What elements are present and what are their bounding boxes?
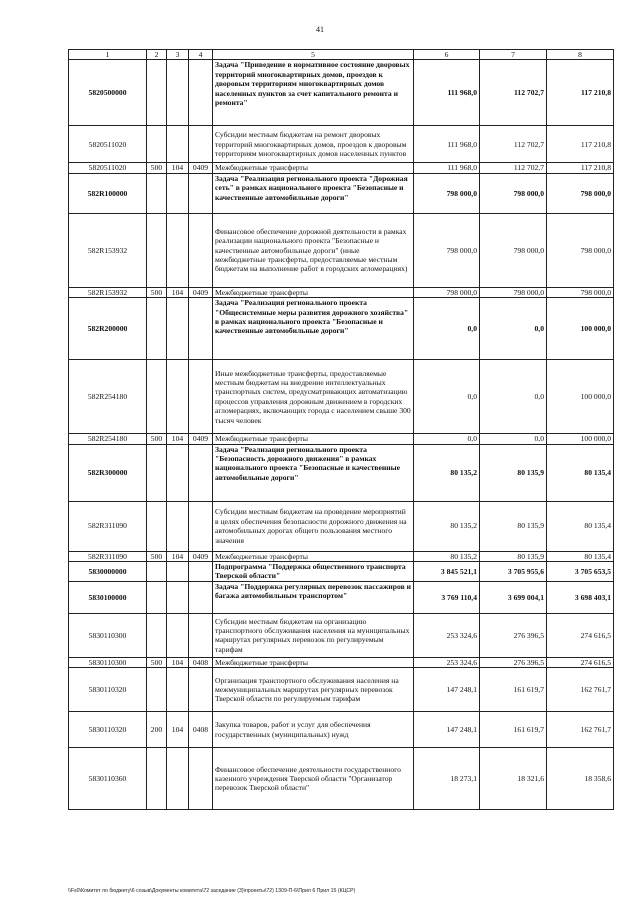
table-row xyxy=(69,163,614,173)
ministry-code xyxy=(167,501,189,551)
footer-file-path: \\Fs0\Комитет по бюджету\6 созыв\Документы комитета\72 заседание (3)\проекты\72) 1309-П-6\Прил 6 Прил 15 (КЦСР) xyxy=(68,888,356,894)
table-row xyxy=(69,657,614,667)
expense-type-code xyxy=(147,501,167,551)
amount-col-8: 274 616,5 xyxy=(547,657,614,667)
column-number: 2 xyxy=(147,50,167,60)
expense-type-code: 500 xyxy=(147,434,167,444)
ministry-code: 104 xyxy=(167,287,189,297)
amount-col-7: 798 000,0 xyxy=(480,213,547,287)
budget-code: 582R153932 xyxy=(69,213,147,287)
budget-code: 5830100000 xyxy=(69,581,147,613)
ministry-code xyxy=(167,213,189,287)
ministry-code: 104 xyxy=(167,712,189,748)
column-number: 8 xyxy=(547,50,614,60)
table-row xyxy=(69,444,614,501)
amount-col-6: 798 000,0 xyxy=(414,213,480,287)
amount-col-8: 117 210,8 xyxy=(547,126,614,163)
amount-col-6: 3 769 110,4 xyxy=(414,581,480,613)
amount-col-7: 798 000,0 xyxy=(480,173,547,213)
section-code: 0409 xyxy=(189,434,213,444)
amount-col-7: 112 702,7 xyxy=(480,126,547,163)
amount-col-8: 274 616,5 xyxy=(547,613,614,657)
section-code: 0408 xyxy=(189,657,213,667)
item-description: Задача "Приведение в нормативное состояние дворовых территорий многоквартирных домов, проездов к дворовым территориям многоквартирных домов населенных пунктов за счет капитального ремонта и ремонта" xyxy=(213,60,414,126)
ministry-code: 104 xyxy=(167,163,189,173)
section-code xyxy=(189,444,213,501)
amount-col-8: 80 135,4 xyxy=(547,501,614,551)
expense-type-code xyxy=(147,613,167,657)
column-number-row xyxy=(69,50,614,60)
ministry-code xyxy=(167,360,189,434)
item-description: Иные межбюджетные трансферты, предоставляемые местным бюджетам на внедрение интеллектуальных транспортных систем, предусматривающих автоматизацию процессов управления дорожным движением в городских агломерациях, включающих города с населением свыше 300 тысяч человек xyxy=(213,360,414,434)
section-code: 0409 xyxy=(189,163,213,173)
amount-col-8: 100 000,0 xyxy=(547,360,614,434)
amount-col-6: 111 968,0 xyxy=(414,60,480,126)
item-description: Финансовое обеспечение дорожной деятельности в рамках реализации национального проекта "Безопасные и качественные автомобильные дороги" (иные межбюджетные трансферты, предоставляемые местным бюджетам на выполнение работ в городских агломерациях) xyxy=(213,213,414,287)
expense-type-code xyxy=(147,213,167,287)
expense-type-code: 500 xyxy=(147,657,167,667)
column-number: 5 xyxy=(213,50,414,60)
section-code xyxy=(189,668,213,712)
amount-col-6: 111 968,0 xyxy=(414,163,480,173)
amount-col-8: 117 210,8 xyxy=(547,60,614,126)
ministry-code xyxy=(167,748,189,810)
ministry-code xyxy=(167,60,189,126)
table-row xyxy=(69,748,614,810)
amount-col-6: 253 324,6 xyxy=(414,613,480,657)
page-number: 41 xyxy=(316,25,324,34)
ministry-code xyxy=(167,298,189,360)
amount-col-8: 117 210,8 xyxy=(547,163,614,173)
amount-col-7: 161 619,7 xyxy=(480,668,547,712)
ministry-code xyxy=(167,613,189,657)
budget-code: 5830110300 xyxy=(69,613,147,657)
amount-col-7: 80 135,9 xyxy=(480,551,547,561)
amount-col-8: 798 000,0 xyxy=(547,213,614,287)
budget-code: 582R300000 xyxy=(69,444,147,501)
budget-code: 5820511020 xyxy=(69,126,147,163)
ministry-code xyxy=(167,581,189,613)
section-code xyxy=(189,581,213,613)
expense-type-code: 500 xyxy=(147,551,167,561)
table-row xyxy=(69,668,614,712)
budget-code: 5830000000 xyxy=(69,562,147,582)
budget-code: 5820500000 xyxy=(69,60,147,126)
item-description: Межбюджетные трансферты xyxy=(213,551,414,561)
item-description: Межбюджетные трансферты xyxy=(213,163,414,173)
item-description: Межбюджетные трансферты xyxy=(213,657,414,667)
amount-col-8: 80 135,4 xyxy=(547,551,614,561)
section-code xyxy=(189,501,213,551)
amount-col-7: 276 396,5 xyxy=(480,657,547,667)
item-description: Подпрограмма "Поддержка общественного транспорта Тверской области" xyxy=(213,562,414,582)
item-description: Межбюджетные трансферты xyxy=(213,287,414,297)
budget-code: 5830110320 xyxy=(69,712,147,748)
column-number: 1 xyxy=(69,50,147,60)
amount-col-6: 253 324,6 xyxy=(414,657,480,667)
amount-col-6: 3 845 521,1 xyxy=(414,562,480,582)
amount-col-7: 18 321,6 xyxy=(480,748,547,810)
ministry-code: 104 xyxy=(167,434,189,444)
amount-col-8: 3 698 403,1 xyxy=(547,581,614,613)
amount-col-6: 798 000,0 xyxy=(414,173,480,213)
expense-type-code: 500 xyxy=(147,163,167,173)
section-code xyxy=(189,298,213,360)
expense-type-code: 200 xyxy=(147,712,167,748)
ministry-code xyxy=(167,562,189,582)
ministry-code xyxy=(167,126,189,163)
budget-code: 582R153932 xyxy=(69,287,147,297)
amount-col-8: 100 000,0 xyxy=(547,298,614,360)
amount-col-6: 80 135,2 xyxy=(414,501,480,551)
amount-col-6: 18 273,1 xyxy=(414,748,480,810)
table-row xyxy=(69,562,614,582)
expense-type-code xyxy=(147,444,167,501)
budget-table xyxy=(68,49,614,810)
item-description: Закупка товаров, работ и услуг для обеспечения государственных (муниципальных) нужд xyxy=(213,712,414,748)
section-code xyxy=(189,613,213,657)
table-row xyxy=(69,173,614,213)
budget-code: 582R100000 xyxy=(69,173,147,213)
amount-col-8: 162 761,7 xyxy=(547,712,614,748)
column-number: 6 xyxy=(414,50,480,60)
table-row xyxy=(69,287,614,297)
amount-col-6: 80 135,2 xyxy=(414,551,480,561)
ministry-code xyxy=(167,173,189,213)
item-description: Задача "Реализация регионального проекта "Дорожная сеть" в рамках национального проекта "Безопасные и качественные автомобильные дороги" xyxy=(213,173,414,213)
item-description: Межбюджетные трансферты xyxy=(213,434,414,444)
amount-col-7: 0,0 xyxy=(480,360,547,434)
budget-code: 582R254180 xyxy=(69,360,147,434)
table-row xyxy=(69,501,614,551)
expense-type-code xyxy=(147,360,167,434)
column-number: 7 xyxy=(480,50,547,60)
table-row xyxy=(69,712,614,748)
item-description: Финансовое обеспечение деятельности государственного казенного учреждения Тверской области "Организатор перевозок Тверской области" xyxy=(213,748,414,810)
ministry-code: 104 xyxy=(167,657,189,667)
amount-col-7: 3 705 955,6 xyxy=(480,562,547,582)
expense-type-code: 500 xyxy=(147,287,167,297)
amount-col-8: 80 135,4 xyxy=(547,444,614,501)
amount-col-8: 100 000,0 xyxy=(547,434,614,444)
table-row xyxy=(69,298,614,360)
item-description: Задача "Поддержка регулярных перевозок пассажиров и багажа автомобильным транспортом" xyxy=(213,581,414,613)
expense-type-code xyxy=(147,668,167,712)
amount-col-7: 798 000,0 xyxy=(480,287,547,297)
budget-code: 5820511020 xyxy=(69,163,147,173)
amount-col-8: 18 358,6 xyxy=(547,748,614,810)
section-code: 0408 xyxy=(189,712,213,748)
amount-col-8: 798 000,0 xyxy=(547,173,614,213)
section-code xyxy=(189,562,213,582)
amount-col-6: 0,0 xyxy=(414,298,480,360)
amount-col-7: 276 396,5 xyxy=(480,613,547,657)
amount-col-6: 111 968,0 xyxy=(414,126,480,163)
table-row xyxy=(69,434,614,444)
ministry-code xyxy=(167,444,189,501)
budget-code: 582R254180 xyxy=(69,434,147,444)
table-row xyxy=(69,551,614,561)
ministry-code xyxy=(167,668,189,712)
amount-col-6: 147 248,1 xyxy=(414,668,480,712)
expense-type-code xyxy=(147,173,167,213)
table-row xyxy=(69,213,614,287)
amount-col-6: 0,0 xyxy=(414,360,480,434)
amount-col-7: 3 699 004,1 xyxy=(480,581,547,613)
section-code xyxy=(189,60,213,126)
table-row xyxy=(69,581,614,613)
budget-code: 5830110320 xyxy=(69,668,147,712)
item-description: Субсидии местным бюджетам на проведение мероприятий в целях обеспечения безопасности дорожного движения на автомобильных дорогах общего пользования местного значения xyxy=(213,501,414,551)
budget-code: 5830110300 xyxy=(69,657,147,667)
budget-code: 5830110360 xyxy=(69,748,147,810)
item-description: Задача "Реализация регионального проекта "Общесистемные меры развития дорожного хозяйства" в рамках национального проекта "Безопасные и качественные автомобильные дороги" xyxy=(213,298,414,360)
amount-col-6: 0,0 xyxy=(414,434,480,444)
section-code xyxy=(189,173,213,213)
expense-type-code xyxy=(147,298,167,360)
amount-col-7: 80 135,9 xyxy=(480,444,547,501)
amount-col-6: 80 135,2 xyxy=(414,444,480,501)
item-description: Субсидии местным бюджетам на организацию транспортного обслуживания населения на муниципальных маршрутах регулярных перевозок по регулируемым тарифам xyxy=(213,613,414,657)
section-code: 0409 xyxy=(189,287,213,297)
expense-type-code xyxy=(147,126,167,163)
amount-col-6: 798 000,0 xyxy=(414,287,480,297)
amount-col-8: 798 000,0 xyxy=(547,287,614,297)
expense-type-code xyxy=(147,748,167,810)
amount-col-7: 0,0 xyxy=(480,434,547,444)
table-row xyxy=(69,360,614,434)
budget-code: 582R311090 xyxy=(69,501,147,551)
section-code xyxy=(189,748,213,810)
amount-col-8: 3 705 653,5 xyxy=(547,562,614,582)
expense-type-code xyxy=(147,581,167,613)
section-code xyxy=(189,213,213,287)
item-description: Организация транспортного обслуживания населения на межмуниципальных маршрутах регулярных перевозок Тверской области по регулируемым тарифам xyxy=(213,668,414,712)
section-code: 0409 xyxy=(189,551,213,561)
item-description: Субсидии местным бюджетам на ремонт дворовых территорий многоквартирных домов, проездов к дворовым территориям многоквартирных домов населенных пунктов xyxy=(213,126,414,163)
amount-col-7: 161 619,7 xyxy=(480,712,547,748)
amount-col-8: 162 761,7 xyxy=(547,668,614,712)
expense-type-code xyxy=(147,562,167,582)
table-row xyxy=(69,60,614,126)
amount-col-7: 112 702,7 xyxy=(480,60,547,126)
expense-type-code xyxy=(147,60,167,126)
amount-col-7: 80 135,9 xyxy=(480,501,547,551)
section-code xyxy=(189,126,213,163)
amount-col-7: 112 702,7 xyxy=(480,163,547,173)
ministry-code: 104 xyxy=(167,551,189,561)
budget-code: 582R311090 xyxy=(69,551,147,561)
amount-col-6: 147 248,1 xyxy=(414,712,480,748)
column-number: 4 xyxy=(189,50,213,60)
table-row xyxy=(69,126,614,163)
table-row xyxy=(69,613,614,657)
section-code xyxy=(189,360,213,434)
amount-col-7: 0,0 xyxy=(480,298,547,360)
column-number: 3 xyxy=(167,50,189,60)
budget-code: 582R200000 xyxy=(69,298,147,360)
item-description: Задача "Реализация регионального проекта "Безопасность дорожного движения" в рамках национального проекта "Безопасные и качественные автомобильные дороги" xyxy=(213,444,414,501)
